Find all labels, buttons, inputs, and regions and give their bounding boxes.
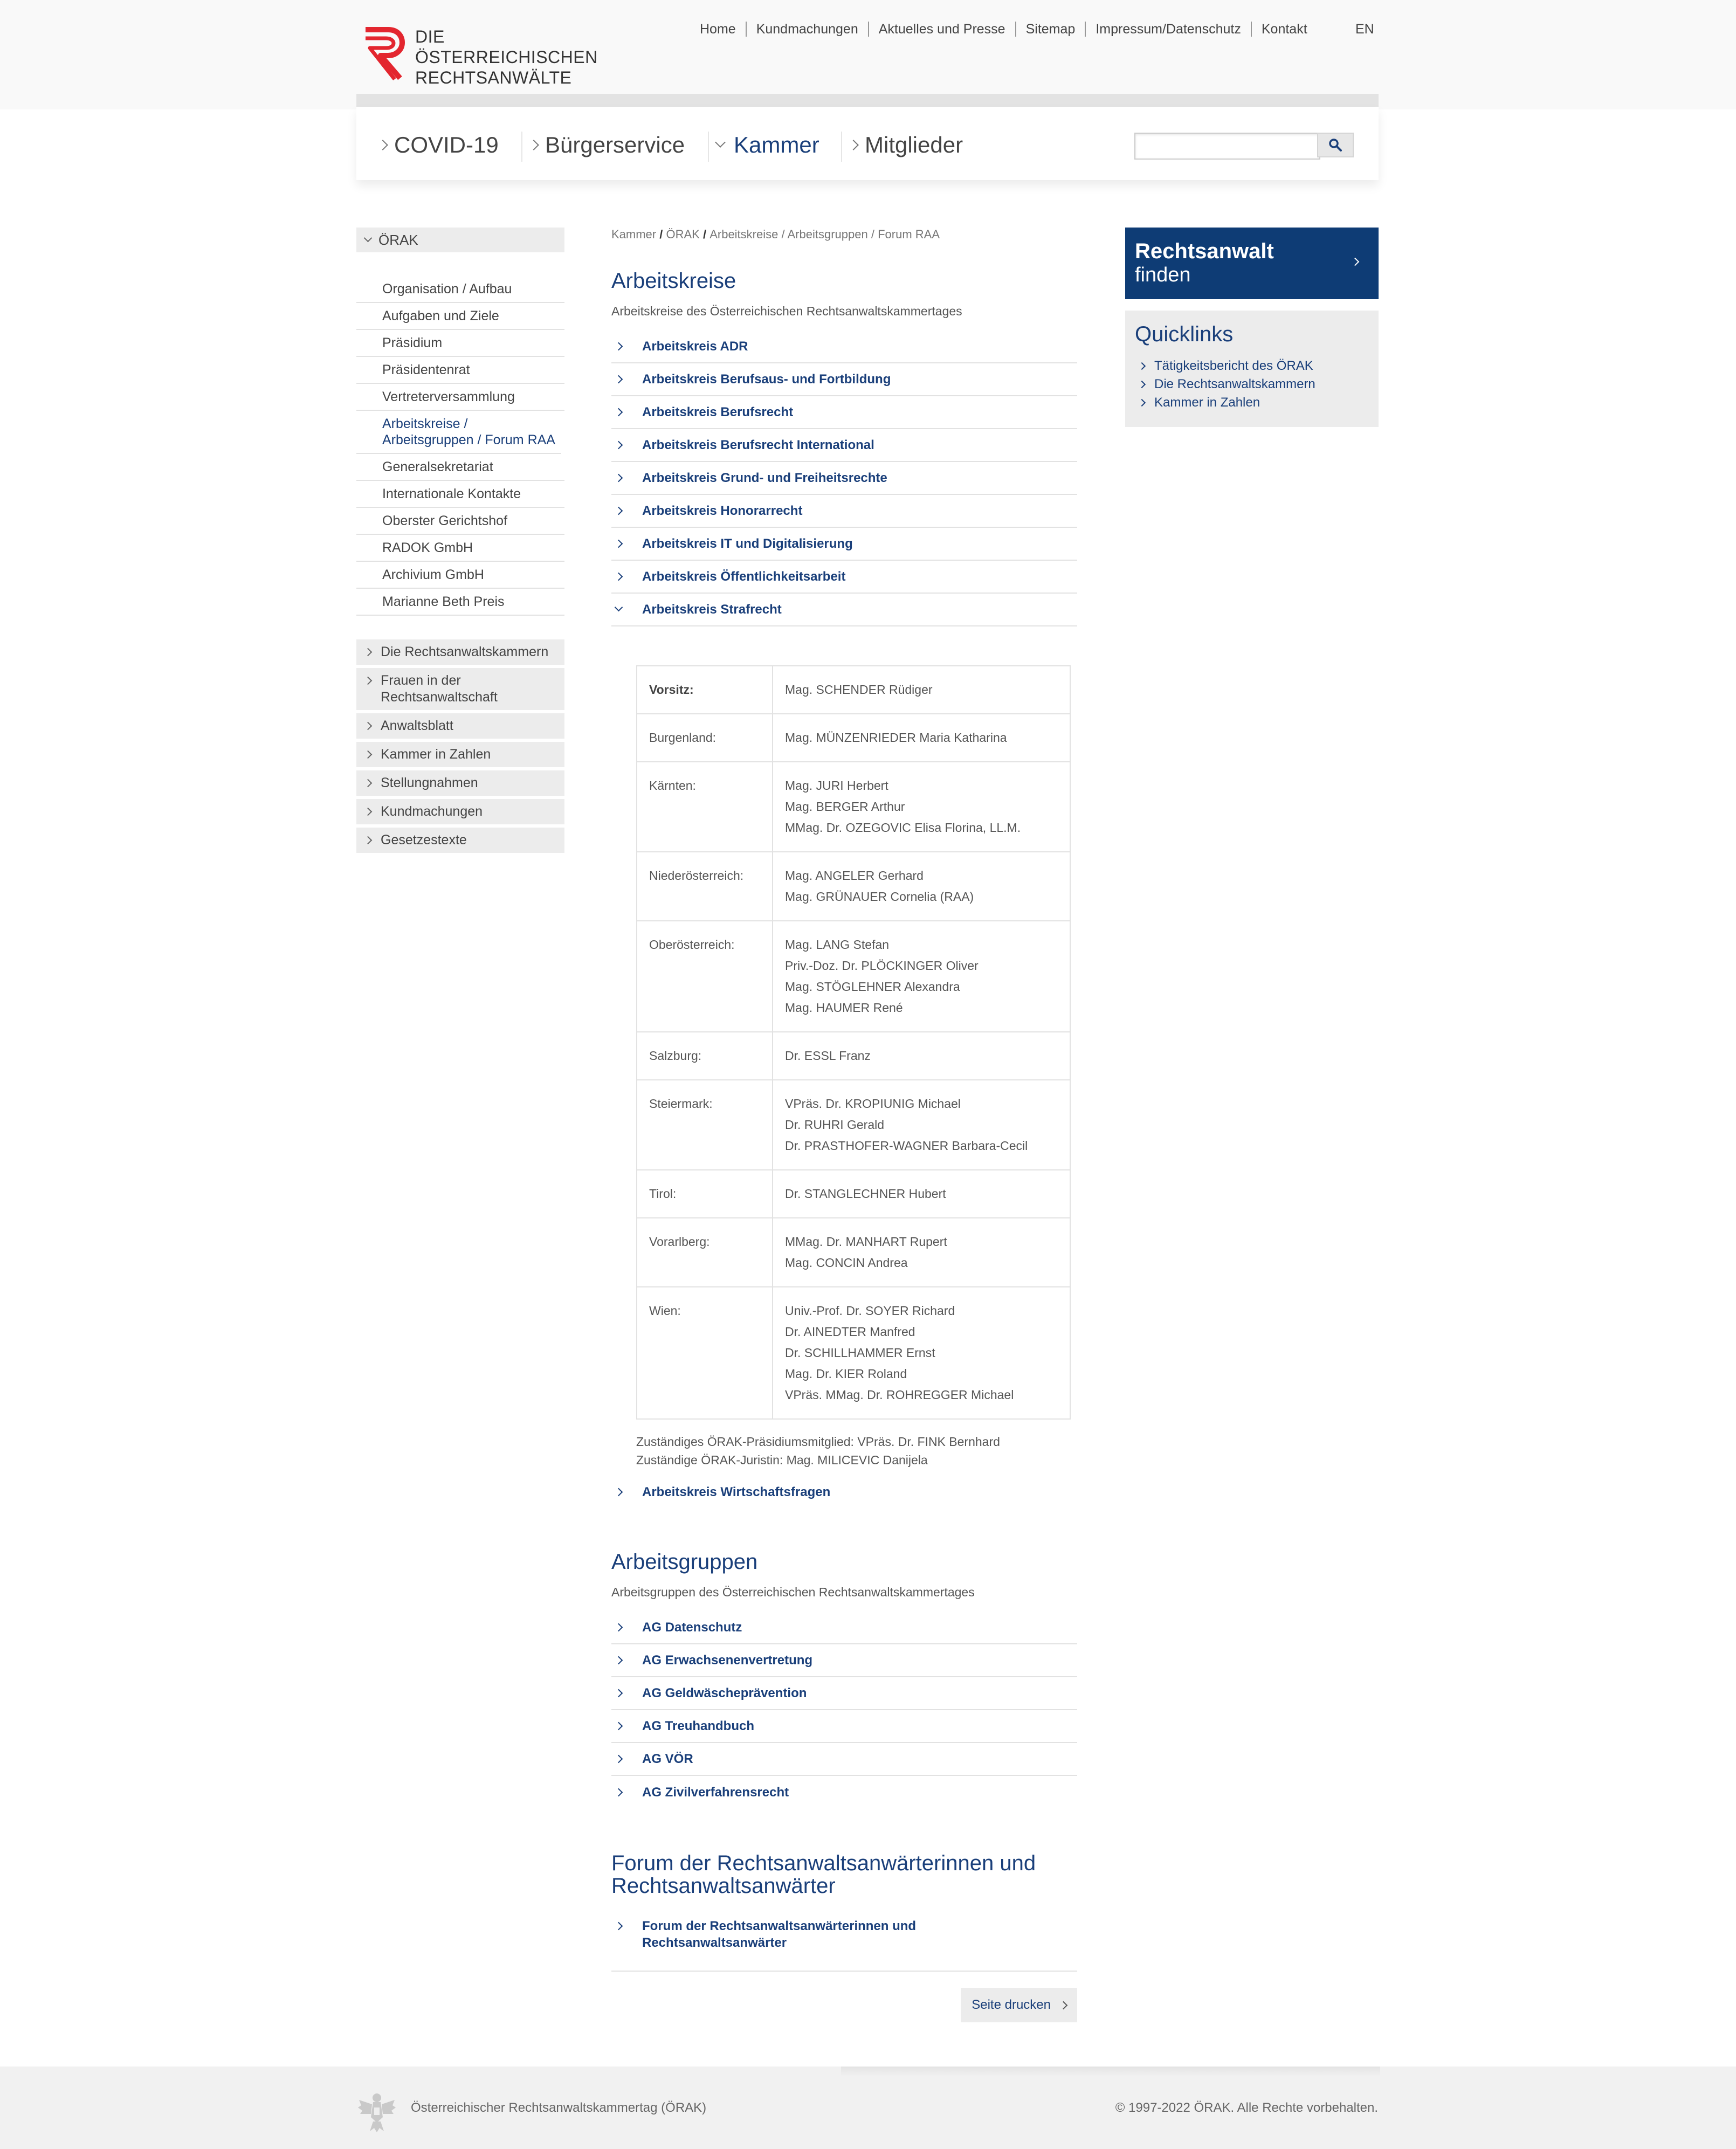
chevron-right-icon: [848, 140, 859, 150]
chevron-right-icon: [1138, 381, 1146, 388]
member-region: Kärnten:: [637, 762, 773, 852]
accordion-item[interactable]: [611, 462, 1077, 495]
chevron-right-icon: [615, 1656, 623, 1665]
chevron-right-icon: [364, 677, 373, 685]
chevron-right-icon: [615, 1488, 623, 1497]
meta-nav-aktuelles[interactable]: Aktuelles und Presse: [868, 22, 1015, 37]
print-label: Seite drucken: [972, 1998, 1051, 2012]
sidebar-item-label: Frauen in der Rechtsanwaltschaft: [381, 673, 498, 705]
member-names: Univ.-Prof. Dr. SOYER Richard Dr. AINEDTER Manfred Dr. SCHILLHAMMER Ernst Mag. Dr. KIER Roland VPräs. MMag. Dr. ROHREGGER Michael: [773, 1287, 1070, 1419]
sidebar-item-oberster-gerichtshof[interactable]: Oberster Gerichtshof: [356, 508, 564, 535]
meta-nav-impressum[interactable]: Impressum/Datenschutz: [1085, 22, 1251, 37]
nav-separator: [841, 132, 842, 162]
breadcrumb-item: Forum RAA: [878, 228, 940, 241]
chevron-right-icon: [615, 408, 623, 417]
members-table-body: [637, 666, 1070, 1419]
accordion-label: Arbeitskreis ADR: [642, 339, 748, 354]
sidebar-other-sections: [356, 639, 564, 853]
chevron-right-icon: [364, 722, 373, 731]
chevron-right-icon: [615, 1788, 623, 1797]
chevron-right-icon: [364, 750, 373, 759]
main-nav-covid[interactable]: [379, 132, 499, 159]
sidebar-sub-list: [356, 276, 564, 616]
search-button[interactable]: [1317, 133, 1354, 157]
nav-separator: [521, 132, 522, 162]
chevron-down-icon: [615, 603, 623, 612]
member-row: [637, 1287, 1070, 1419]
sidebar-item-kundmachungen[interactable]: [356, 799, 564, 824]
search-icon: [1328, 138, 1342, 152]
breadcrumb-separator: /: [702, 228, 710, 241]
finder-title: Rechtsanwalt: [1135, 239, 1274, 263]
breadcrumb-separator: /: [781, 228, 788, 241]
footer: [0, 2067, 1736, 2149]
breadcrumb: [611, 228, 1077, 242]
member-names: Dr. ESSL Franz: [773, 1032, 1070, 1080]
accordion-label: Arbeitskreis Wirtschaftsfragen: [642, 1484, 831, 1499]
sidebar-item-label: Kammer in Zahlen: [381, 747, 491, 762]
main-content: [611, 228, 1077, 2022]
quicklinks-title: Quicklinks: [1135, 322, 1234, 346]
member-row: [637, 1032, 1070, 1080]
member-names: MMag. Dr. MANHART Rupert Mag. CONCIN Andrea: [773, 1218, 1070, 1287]
quicklink-item[interactable]: [1135, 375, 1369, 394]
chevron-right-icon: [364, 836, 373, 845]
accordion-label: AG Erwachsenenvertretung: [642, 1652, 813, 1668]
quicklink-item[interactable]: [1135, 357, 1369, 375]
sidebar-item-praesidium[interactable]: Präsidium: [356, 330, 564, 357]
sidebar-item-frauen[interactable]: [356, 668, 564, 710]
accordion-label: AG Geldwäscheprävention: [642, 1685, 807, 1700]
find-lawyer-button[interactable]: [1125, 228, 1379, 299]
chevron-right-icon: [615, 375, 623, 384]
accordion-item[interactable]: [611, 528, 1077, 561]
accordion-label: Arbeitskreis Honorarrecht: [642, 503, 803, 518]
accordion-label: AG Treuhandbuch: [642, 1718, 755, 1733]
main-nav-mitglieder[interactable]: [850, 132, 963, 159]
language-switch[interactable]: EN: [1355, 22, 1374, 37]
member-names: Mag. JURI Herbert Mag. BERGER Arthur MMag. Dr. OZEGOVIC Elisa Florina, LL.M.: [773, 762, 1070, 852]
sidebar-current-section[interactable]: [356, 228, 564, 252]
members-table: [636, 665, 1071, 1420]
nav-separator: [708, 132, 709, 162]
meta-navigation: [690, 22, 1317, 37]
accordion-label: AG VÖR: [642, 1751, 693, 1766]
breadcrumb-item[interactable]: Arbeitskreise: [709, 228, 779, 241]
main-navigation: [356, 107, 1379, 180]
accordion-label: AG Zivilverfahrensrecht: [642, 1785, 789, 1800]
chevron-right-icon: [615, 507, 623, 515]
sidebar-item-organisation[interactable]: Organisation / Aufbau: [356, 276, 564, 303]
sidebar-item-generalsekretariat[interactable]: Generalsekretariat: [356, 454, 564, 481]
member-names: Mag. LANG Stefan Priv.-Doz. Dr. PLÖCKINGER Oliver Mag. STÖGLEHNER Alexandra Mag. HAUMER René: [773, 921, 1070, 1032]
quicklinks-box: [1125, 311, 1379, 427]
search-input[interactable]: [1134, 133, 1320, 160]
meta-nav-kontakt[interactable]: Kontakt: [1251, 22, 1317, 37]
quicklinks-list: [1135, 357, 1369, 412]
accordion-item[interactable]: [611, 1677, 1077, 1710]
chevron-right-icon: [528, 140, 539, 150]
arbeitskreise-title: Arbeitskreise: [611, 269, 736, 293]
member-region: Burgenland:: [637, 714, 773, 762]
member-row: [637, 666, 1070, 714]
logo[interactable]: [362, 25, 610, 85]
accordion-label: Forum der Rechtsanwaltsanwärterinnen und Rechtsanwaltsanwärter: [642, 1919, 917, 1950]
forum-title: Forum der Rechtsanwaltsanwärterinnen und Rechtsanwaltsanwärter: [611, 1851, 1036, 1898]
sidebar-item-label: Anwaltsblatt: [381, 718, 453, 733]
accordion-label: Arbeitskreis Berufsaus- und Fortbildung: [642, 371, 891, 387]
arbeitsgruppen-title: Arbeitsgruppen: [611, 1550, 758, 1574]
chevron-right-icon: [364, 808, 373, 816]
accordion-label: AG Datenschutz: [642, 1620, 742, 1635]
chevron-right-icon: [615, 1689, 623, 1698]
accordion-item[interactable]: [611, 1743, 1077, 1776]
quicklink-item[interactable]: [1135, 394, 1369, 412]
member-region: Vorarlberg:: [637, 1218, 773, 1287]
accordion-item[interactable]: [611, 1776, 1077, 1809]
sidebar-item-marianne-beth-preis[interactable]: Marianne Beth Preis: [356, 589, 564, 616]
accordion-item[interactable]: [611, 1476, 1077, 1509]
chevron-right-icon: [615, 573, 623, 581]
accordion-item[interactable]: [611, 330, 1077, 363]
logo-line-2: RECHTSANWÄLTE: [415, 68, 572, 87]
chevron-right-icon: [1138, 362, 1146, 370]
sidebar-item-stellungnahmen[interactable]: [356, 770, 564, 796]
accordion-item[interactable]: [611, 396, 1077, 429]
sidebar-item-praesidentenrat[interactable]: Präsidentenrat: [356, 357, 564, 384]
logo-mark-icon: [362, 25, 405, 81]
chevron-right-icon: [1138, 399, 1146, 407]
member-region: Vorsitz:: [637, 666, 773, 714]
accordion-label: Arbeitskreis Strafrecht: [642, 602, 782, 617]
main-nav-label: Kammer: [734, 132, 819, 157]
sidebar-item-archivium[interactable]: Archivium GmbH: [356, 562, 564, 589]
header-background: [0, 0, 1736, 109]
accordion-item[interactable]: [611, 429, 1077, 462]
meta-nav-home[interactable]: Home: [700, 22, 736, 37]
member-row: [637, 1218, 1070, 1287]
chevron-right-icon: [364, 779, 373, 788]
sidebar-item-label: Die Rechtsanwaltskammern: [381, 644, 549, 659]
member-region: Niederösterreich:: [637, 852, 773, 921]
meta-nav-kundmachungen[interactable]: Kundmachungen: [746, 22, 868, 37]
chevron-right-icon: [364, 648, 373, 657]
member-row: [637, 852, 1070, 921]
chevron-right-icon: [615, 1755, 623, 1764]
chevron-right-icon: [377, 140, 388, 150]
responsibility-note: [636, 1432, 1077, 1469]
chevron-down-icon: [364, 233, 373, 242]
accordion-item[interactable]: [611, 561, 1077, 594]
breadcrumb-separator: /: [659, 228, 666, 241]
accordion-label: Arbeitskreis IT und Digitalisierung: [642, 536, 853, 551]
footer-copyright: © 1997-2022 ÖRAK. Alle Rechte vorbehalten.: [1115, 2100, 1378, 2115]
chevron-right-icon: [615, 1922, 623, 1931]
member-names: Mag. ANGELER Gerhard Mag. GRÜNAUER Cornelia (RAA): [773, 852, 1070, 921]
member-row: [637, 921, 1070, 1032]
accordion-item[interactable]: [611, 495, 1077, 528]
member-region: Tirol:: [637, 1170, 773, 1218]
accordion-item[interactable]: [611, 363, 1077, 396]
member-names: VPräs. Dr. KROPIUNIG Michael Dr. RUHRI Gerald Dr. PRASTHOFER-WAGNER Barbara-Cecil: [773, 1080, 1070, 1170]
member-row: [637, 762, 1070, 852]
member-region: Salzburg:: [637, 1032, 773, 1080]
member-names: Dr. STANGLECHNER Hubert: [773, 1170, 1070, 1218]
quicklink-label: Kammer in Zahlen: [1154, 395, 1260, 410]
chevron-right-icon: [615, 1623, 623, 1632]
member-row: [637, 1080, 1070, 1170]
sidebar-item-arbeitskreise[interactable]: Arbeitskreise / Arbeitsgruppen / Forum RAA: [356, 411, 561, 454]
chevron-right-icon: [615, 540, 623, 548]
accordion-label: Arbeitskreis Berufsrecht: [642, 404, 794, 419]
chevron-down-icon: [715, 137, 726, 148]
arbeitskreise-subtitle: Arbeitskreise des Österreichischen Rechtsanwaltskammertages: [611, 304, 962, 318]
member-region: Steiermark:: [637, 1080, 773, 1170]
accordion-item[interactable]: [611, 1611, 1077, 1644]
finder-subtitle: finden: [1135, 264, 1191, 286]
member-row: [637, 1170, 1070, 1218]
arbeitskreise-list: [611, 330, 1077, 626]
accordion-item[interactable]: [611, 1644, 1077, 1677]
chevron-right-icon: [615, 1722, 623, 1731]
arbeitsgruppen-list: [611, 1611, 1077, 1809]
sidebar-current-label: ÖRAK: [378, 231, 418, 248]
footer-organisation: Österreichischer Rechtsanwaltskammertag (ÖRAK): [411, 2100, 707, 2115]
chevron-right-icon: [1059, 2001, 1068, 2009]
sidebar-item-gesetzestexte[interactable]: [356, 828, 564, 853]
accordion-label: Arbeitskreis Grund- und Freiheitsrechte: [642, 470, 887, 485]
breadcrumb-item[interactable]: ÖRAK: [666, 228, 700, 241]
main-nav-kammer[interactable]: [717, 132, 819, 159]
member-region: Oberösterreich:: [637, 921, 773, 1032]
accordion-label: Arbeitskreis Öffentlichkeitsarbeit: [642, 569, 846, 584]
breadcrumb-item[interactable]: Kammer: [611, 228, 657, 241]
accordion-item-open[interactable]: [611, 594, 1077, 626]
sidebar-navigation: [356, 228, 564, 856]
chevron-right-icon: [615, 441, 623, 450]
sidebar-item-aufgaben[interactable]: Aufgaben und Ziele: [356, 303, 564, 330]
austrian-eagle-icon: [357, 2090, 397, 2133]
main-nav-label: Mitglieder: [865, 132, 963, 157]
sidebar-item-label: Gesetzestexte: [381, 832, 467, 848]
responsible-lawyer: Zuständige ÖRAK-Juristin: Mag. MILICEVIC Danijela: [636, 1453, 928, 1467]
sidebar-item-internationale-kontakte[interactable]: Internationale Kontakte: [356, 481, 564, 508]
breadcrumb-item[interactable]: Arbeitsgruppen: [787, 228, 868, 241]
sidebar-item-radok[interactable]: RADOK GmbH: [356, 535, 564, 562]
print-button[interactable]: [961, 1988, 1077, 2022]
quicklink-label: Die Rechtsanwaltskammern: [1154, 377, 1315, 391]
accordion-item[interactable]: [611, 1902, 1077, 1972]
meta-nav-sitemap[interactable]: Sitemap: [1015, 22, 1085, 37]
breadcrumb-separator: /: [871, 228, 878, 241]
logo-line-1: DIE ÖSTERREICHISCHEN: [415, 27, 598, 67]
main-nav-label: Bürgerservice: [545, 132, 685, 157]
main-nav-label: COVID-19: [394, 132, 499, 157]
member-names: Mag. MÜNZENRIEDER Maria Katharina: [773, 714, 1070, 762]
accordion-item[interactable]: [611, 1710, 1077, 1743]
logo-text: [415, 26, 610, 88]
member-row: [637, 714, 1070, 762]
sidebar-item-kammer-in-zahlen[interactable]: [356, 742, 564, 767]
sidebar-item-anwaltsblatt[interactable]: [356, 713, 564, 739]
print-row: [611, 1988, 1077, 2022]
header-divider: [356, 94, 1379, 107]
sidebar-item-label: Kundmachungen: [381, 804, 483, 819]
arbeitsgruppen-subtitle: Arbeitsgruppen des Österreichischen Rechtsanwaltskammertages: [611, 1585, 975, 1599]
sidebar-item-rechtsanwaltskammern[interactable]: [356, 639, 564, 665]
sidebar-item-label: Stellungnahmen: [381, 775, 478, 790]
chevron-right-icon: [615, 342, 623, 351]
chevron-right-icon: [615, 474, 623, 483]
member-names: Mag. SCHENDER Rüdiger: [773, 666, 1070, 714]
member-region: Wien:: [637, 1287, 773, 1419]
quicklink-label: Tätigkeitsbericht des ÖRAK: [1154, 359, 1313, 373]
responsible-member: Zuständiges ÖRAK-Präsidiumsmitglied: VPräs. Dr. FINK Bernhard: [636, 1435, 1000, 1449]
accordion-label: Arbeitskreis Berufsrecht International: [642, 437, 874, 452]
main-nav-buergerservice[interactable]: [530, 132, 685, 159]
footer-shadow: [841, 2067, 1380, 2076]
sidebar-item-vertreterversammlung[interactable]: Vertreterversammlung: [356, 384, 564, 411]
